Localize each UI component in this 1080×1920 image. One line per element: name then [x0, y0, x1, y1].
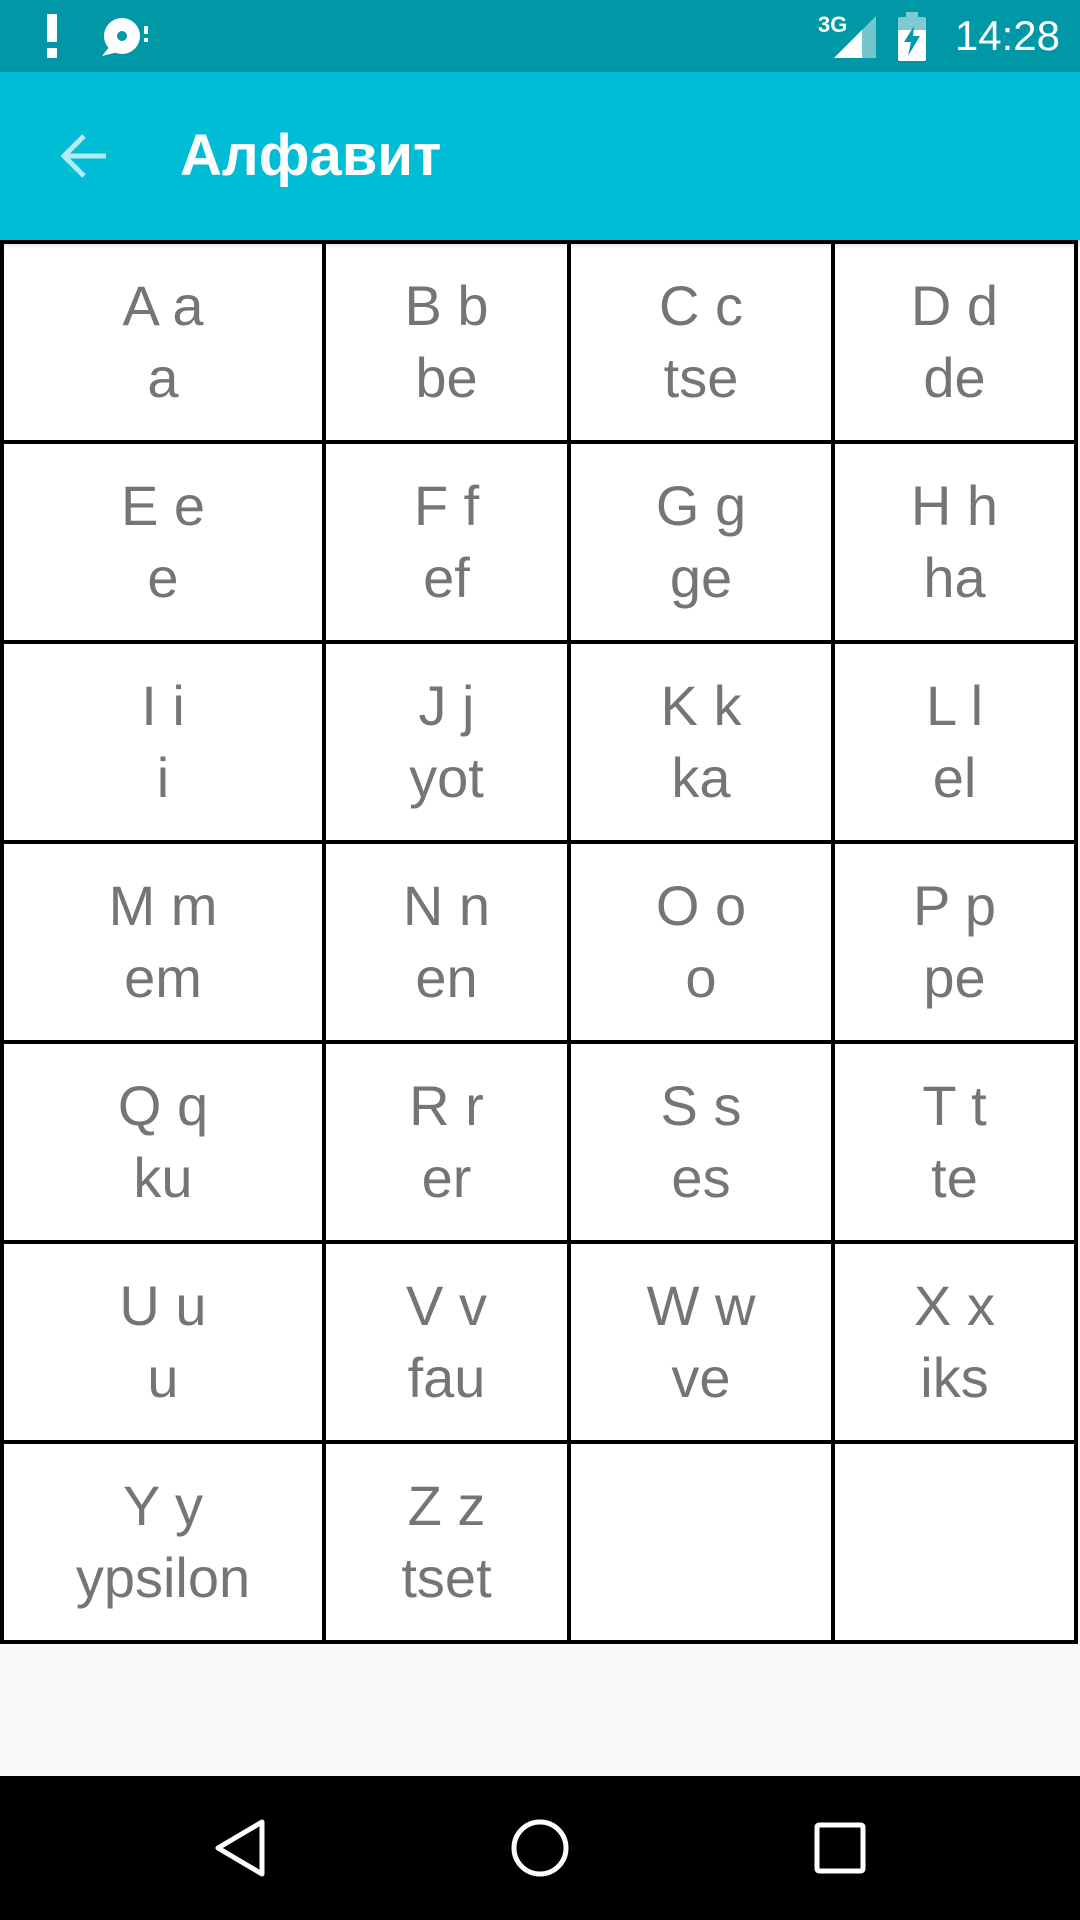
letter-cell[interactable] — [835, 844, 1078, 1044]
letter-name: ka — [671, 746, 731, 809]
letter-cell[interactable] — [326, 444, 571, 644]
letter-pair: D d — [910, 274, 999, 337]
letter-pair: Q q — [117, 1074, 209, 1137]
letter-cell[interactable] — [326, 844, 571, 1044]
letter-cell[interactable] — [571, 644, 835, 844]
back-triangle-icon — [210, 1816, 270, 1880]
letter-pair: K k — [660, 674, 742, 737]
grid-row — [4, 1444, 1078, 1644]
letter-pair: X x — [914, 1274, 995, 1337]
recents-square-icon — [812, 1820, 868, 1876]
empty-cell — [835, 1444, 1078, 1644]
grid-row — [4, 444, 1078, 644]
letter-pair: Y y — [123, 1474, 203, 1537]
letter-cell[interactable] — [835, 644, 1078, 844]
grid-row — [4, 644, 1078, 844]
app-bar — [0, 72, 1080, 240]
letter-cell[interactable] — [571, 244, 835, 444]
arrow-back-icon — [56, 128, 112, 184]
nav-recents-button[interactable] — [790, 1798, 890, 1898]
letter-name: ku — [133, 1146, 193, 1209]
letter-pair: B b — [404, 274, 489, 337]
letter-name: u — [147, 1346, 179, 1409]
letter-name: pe — [923, 946, 986, 1009]
letter-cell[interactable] — [4, 1044, 326, 1244]
letter-pair: U u — [119, 1274, 207, 1337]
letter-name: ge — [669, 546, 733, 609]
network-type-label: 3G — [818, 12, 848, 37]
grid-row — [4, 1044, 1078, 1244]
home-circle-icon — [508, 1816, 572, 1880]
letter-cell[interactable] — [4, 244, 326, 444]
letter-pair: M m — [108, 874, 218, 937]
letter-cell[interactable] — [835, 444, 1078, 644]
signal-icon — [830, 14, 878, 65]
letter-pair: O o — [655, 874, 747, 937]
letter-pair: T t — [922, 1074, 987, 1137]
letter-pair: G g — [655, 474, 747, 537]
letter-pair: F f — [413, 474, 480, 537]
letter-name: yot — [409, 746, 484, 809]
letter-name: ha — [923, 546, 986, 609]
letter-cell[interactable] — [835, 1044, 1078, 1244]
status-time: 14:28 — [954, 12, 1060, 59]
letter-pair: L l — [925, 674, 984, 737]
letter-name: fau — [407, 1346, 486, 1409]
letter-cell[interactable] — [4, 844, 326, 1044]
letter-name: en — [415, 946, 478, 1009]
letter-pair: V v — [406, 1274, 487, 1337]
letter-cell[interactable] — [571, 1044, 835, 1244]
grid-row — [4, 844, 1078, 1044]
letter-pair: E e — [120, 474, 206, 537]
letter-cell[interactable] — [4, 644, 326, 844]
empty-cell — [571, 1444, 835, 1644]
letter-name: de — [923, 346, 986, 409]
letter-name: be — [415, 346, 478, 409]
letter-name: ef — [423, 546, 470, 609]
letter-cell[interactable] — [571, 1244, 835, 1444]
letter-cell[interactable] — [4, 1244, 326, 1444]
letter-pair: R r — [409, 1074, 484, 1137]
letter-pair: I i — [141, 674, 185, 737]
letter-name: ypsilon — [75, 1546, 251, 1609]
alphabet-grid — [0, 240, 1078, 1644]
page-title: Алфавит — [180, 123, 442, 188]
letter-name: el — [932, 746, 977, 809]
letter-name: tse — [663, 346, 739, 409]
letter-name: te — [931, 1146, 978, 1209]
letter-name: ve — [671, 1346, 731, 1409]
letter-name: es — [671, 1146, 731, 1209]
letter-pair: A a — [122, 274, 204, 337]
letter-cell[interactable] — [326, 1244, 571, 1444]
letter-cell[interactable] — [571, 444, 835, 644]
grid-row — [4, 244, 1078, 444]
nav-home-button[interactable] — [490, 1798, 590, 1898]
letter-pair: P p — [912, 874, 997, 937]
letter-pair: C c — [659, 274, 743, 337]
letter-pair: S s — [660, 1074, 742, 1137]
letter-name: o — [685, 946, 717, 1009]
letter-name: e — [147, 546, 179, 609]
letter-pair: H h — [910, 474, 999, 537]
letter-cell[interactable] — [326, 644, 571, 844]
letter-cell[interactable] — [326, 1044, 571, 1244]
nav-back-button[interactable] — [190, 1798, 290, 1898]
grid-row — [4, 1244, 1078, 1444]
letter-name: a — [147, 346, 179, 409]
sync-disc-icon — [100, 12, 152, 65]
letter-pair: W w — [646, 1274, 756, 1337]
letter-cell[interactable] — [835, 1244, 1078, 1444]
letter-pair: J j — [418, 674, 475, 737]
letter-cell[interactable] — [326, 244, 571, 444]
alert-icon — [40, 12, 64, 65]
back-button[interactable] — [40, 112, 128, 200]
letter-name: er — [421, 1146, 472, 1209]
battery-charging-icon — [896, 12, 928, 67]
letter-cell[interactable] — [4, 1444, 326, 1644]
letter-cell[interactable] — [326, 1444, 571, 1644]
letter-cell[interactable] — [571, 844, 835, 1044]
letter-name: tset — [401, 1546, 492, 1609]
letter-name: iks — [920, 1346, 989, 1409]
navigation-bar — [0, 1776, 1080, 1920]
letter-name: em — [124, 946, 202, 1009]
letter-pair: Z z — [407, 1474, 486, 1537]
letter-name: i — [156, 746, 170, 809]
letter-cell[interactable] — [4, 444, 326, 644]
letter-cell[interactable] — [835, 244, 1078, 444]
letter-pair: N n — [402, 874, 491, 937]
status-bar — [0, 0, 1080, 72]
